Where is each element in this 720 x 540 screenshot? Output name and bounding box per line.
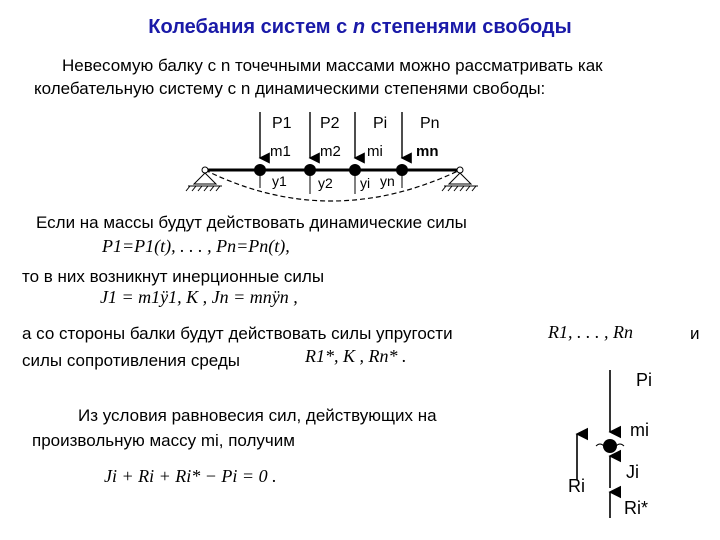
disp-label-i: yi	[360, 175, 371, 191]
elastic-formula-2: R1*, K , Rn* .	[305, 346, 407, 366]
equilibrium-formula: Ji + Ri + Ri* − Pi = 0 .	[104, 466, 277, 486]
page-title	[0, 16, 720, 39]
force-label-2: P2	[320, 115, 340, 132]
mass-free-body-figure	[560, 362, 670, 522]
pi-label: Pi	[636, 370, 653, 390]
mi-label: mi	[630, 420, 649, 440]
force-label-i: Pi	[373, 115, 388, 132]
dynamic-forces-text: Если на массы будут действовать динамические силы	[36, 213, 467, 232]
disp-label-n: yn	[380, 173, 395, 189]
elastic-text-1: а со стороны балки будут действовать силы упругости	[22, 324, 453, 343]
intro-line-1: Невесомую балку с n точечными массами можно рассматривать как	[62, 56, 603, 75]
inertia-formula: J1 = m1ÿ1, K , Jn = mnÿn ,	[100, 287, 298, 307]
disp-label-1: y1	[272, 173, 287, 189]
inertia-text: то в них возникнут инерционные силы	[22, 267, 325, 286]
mass-label-n: mn	[416, 143, 439, 160]
elastic-text-2: силы сопротивления среды	[22, 351, 241, 370]
dynamic-forces-formula: P1=P1(t), . . . , Pn=Pn(t),	[102, 236, 290, 256]
elastic-formula-1: R1, . . . , Rn	[548, 322, 633, 342]
title-before: Колебания систем с	[148, 16, 353, 38]
mass-label-i: mi	[367, 143, 383, 160]
title-after: степенями свободы	[365, 16, 572, 38]
force-label-1: P1	[272, 115, 292, 132]
intro-line-2: колебательную систему с n динамическими степенями свободы:	[34, 79, 546, 98]
ri-star-label: Ri*	[624, 498, 649, 518]
equilibrium-line-2: произвольную массу mi, получим	[32, 431, 295, 450]
mass-label-2: m2	[320, 143, 341, 160]
mass-label-1: m1	[270, 143, 291, 160]
mass-dot	[603, 439, 617, 453]
equilibrium-line-1: Из условия равновесия сил, действующих на	[78, 406, 437, 425]
disp-label-2: y2	[318, 175, 333, 191]
force-label-n: Pn	[420, 115, 440, 132]
elastic-end: и	[690, 324, 700, 343]
ji-label: Ji	[626, 462, 639, 482]
beam-figure	[180, 102, 480, 202]
title-n: n	[352, 16, 366, 38]
ri-label: Ri	[568, 476, 585, 496]
